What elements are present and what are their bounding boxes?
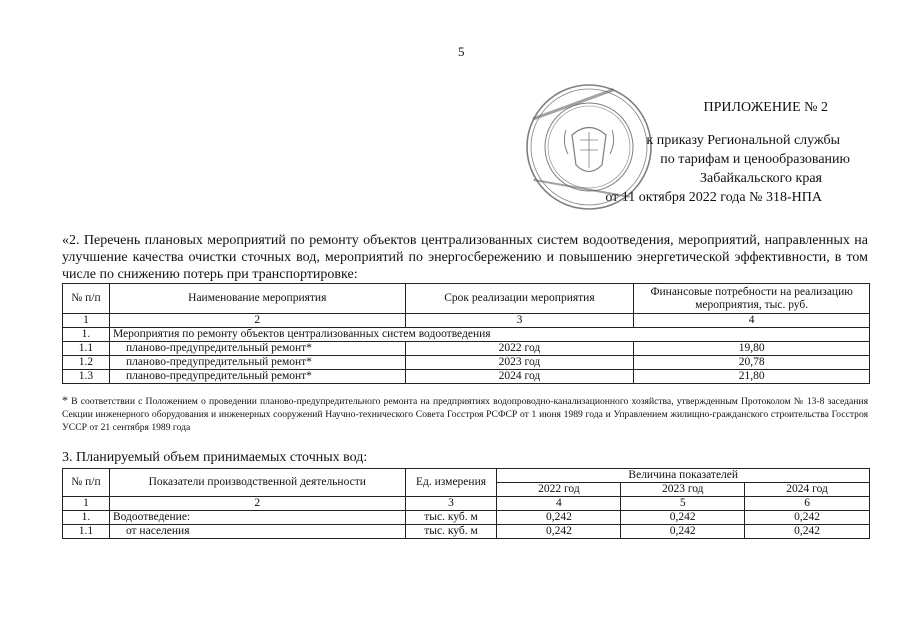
header-year: 2024 год — [745, 483, 870, 497]
header-num: № п/п — [63, 284, 110, 314]
colnum-cell: 1 — [63, 314, 110, 328]
row-num: 1.1 — [63, 525, 110, 539]
row-year: 2024 год — [405, 370, 634, 384]
group-num: 1. — [63, 328, 110, 342]
page-number: 5 — [458, 44, 465, 59]
row-num: 1.2 — [63, 356, 110, 370]
row-name: от населения — [109, 525, 405, 539]
footnote-mark: * — [62, 393, 68, 407]
group-title: Мероприятия по ремонту объектов централизованных систем водоотведения — [109, 328, 869, 342]
row-num: 1.3 — [63, 370, 110, 384]
section2-table — [62, 283, 870, 384]
header-values: Величина показателей — [497, 469, 870, 483]
row-amount: 21,80 — [634, 370, 870, 384]
header-indicator: Показатели производственной деятельности — [109, 469, 405, 497]
table-row — [63, 370, 870, 384]
appendix-title: ПРИЛОЖЕНИЕ № 2 — [703, 100, 828, 115]
footnote-text: В соответствии с Положением о проведении планово-предупредительного ремонта на предприятиях водопроводно-канализационного хозяйства, утвержденным Протоколом № 13-8 заседания Секции инженерного оборудования и инженерных сооружений Научно-технического Совета Госстроя РСФСР от 1 июня 1989 года и Управлением жилищно-гражданского строительства Госстроя УССР от 21 сентября 1989 года — [62, 396, 868, 433]
header-unit: Ед. измерения — [405, 469, 497, 497]
header-name: Наименование мероприятия — [109, 284, 405, 314]
section3-table — [62, 468, 870, 539]
colnum-cell: 2 — [109, 314, 405, 328]
colnum-cell: 4 — [497, 497, 621, 511]
appendix-line1: к приказу Региональной службы — [646, 133, 840, 148]
row-value: 0,242 — [497, 525, 621, 539]
row-amount: 20,78 — [634, 356, 870, 370]
colnum-cell: 2 — [109, 497, 405, 511]
colnum-cell: 3 — [405, 314, 634, 328]
row-amount: 19,80 — [634, 342, 870, 356]
row-year: 2023 год — [405, 356, 634, 370]
row-unit: тыс. куб. м — [405, 525, 497, 539]
table-row — [63, 525, 870, 539]
colnum-cell: 3 — [405, 497, 497, 511]
table-row — [63, 342, 870, 356]
colnum-cell: 5 — [621, 497, 745, 511]
row-value: 0,242 — [745, 511, 870, 525]
colnum-cell: 4 — [634, 314, 870, 328]
table-row — [63, 356, 870, 370]
section3-heading: 3. Планируемый объем принимаемых сточных вод: — [62, 450, 368, 465]
header-term: Срок реализации мероприятия — [405, 284, 634, 314]
appendix-block — [600, 98, 870, 207]
row-unit: тыс. куб. м — [405, 511, 497, 525]
row-name: планово-предупредительный ремонт* — [109, 342, 405, 356]
row-name: Водоотведение: — [109, 511, 405, 525]
section2-heading: «2. Перечень плановых мероприятий по ремонту объектов централизованных систем водоотведения, мероприятий, направленных на улучшение качества очистки сточных вод, мероприятий по энергосбережению и повышению энергетической эффективности, в том числе по снижению потерь при транспортировке: — [62, 233, 868, 282]
appendix-line3: Забайкальского края — [699, 171, 822, 186]
row-value: 0,242 — [497, 511, 621, 525]
row-name: планово-предупредительный ремонт* — [109, 370, 405, 384]
header-num: № п/п — [63, 469, 110, 497]
row-name: планово-предупредительный ремонт* — [109, 356, 405, 370]
row-num: 1.1 — [63, 342, 110, 356]
colnum-cell: 1 — [63, 497, 110, 511]
footnote — [62, 394, 868, 434]
row-value: 0,242 — [621, 511, 745, 525]
row-num: 1. — [63, 511, 110, 525]
colnum-cell: 6 — [745, 497, 870, 511]
appendix-line4: от 11 октября 2022 года № 318-НПА — [605, 190, 822, 205]
header-finance: Финансовые потребности на реализацию мероприятия, тыс. руб. — [634, 284, 870, 314]
row-value: 0,242 — [621, 525, 745, 539]
appendix-line2: по тарифам и ценообразованию — [660, 152, 850, 167]
row-value: 0,242 — [745, 525, 870, 539]
header-year: 2023 год — [621, 483, 745, 497]
row-year: 2022 год — [405, 342, 634, 356]
header-year: 2022 год — [497, 483, 621, 497]
table-row — [63, 511, 870, 525]
